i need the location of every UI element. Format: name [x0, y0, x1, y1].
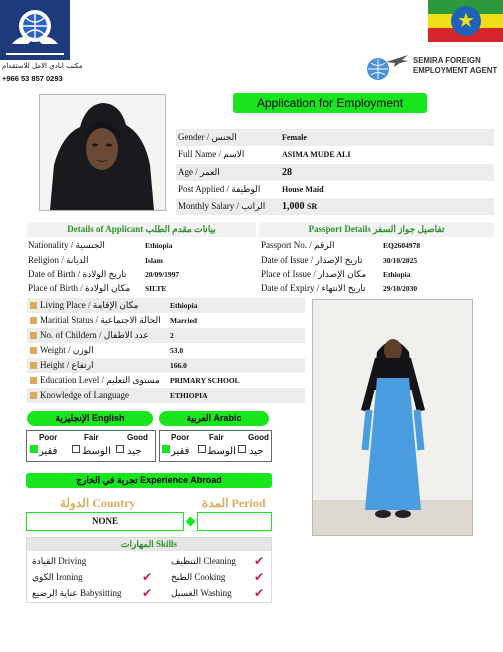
age-value: 28: [282, 167, 292, 178]
weight-row: [27, 343, 305, 358]
dob-value: 20/09/1997: [145, 270, 180, 279]
babysitting-check-icon: ✔: [142, 586, 153, 600]
gender-label: Gender / الجنس: [178, 132, 237, 142]
applicant-full-body-photo: [312, 299, 473, 536]
english-level-good[interactable]: Good جيد: [115, 431, 155, 461]
skill-cooking: الطبخ Cooking: [171, 572, 226, 582]
salary-amount: 1,000: [282, 201, 305, 212]
expiry-value: 29/10/2030: [383, 284, 418, 293]
marital-status-row: [27, 313, 305, 328]
religion-value: Islam: [145, 256, 163, 265]
language-knowledge-row: [27, 388, 305, 403]
skill-washing: الغسيل Washing: [171, 588, 232, 598]
weight-value: 53.0: [170, 346, 184, 355]
experience-period-value: [197, 512, 272, 531]
issue-date-value: 30/10/2025: [383, 256, 418, 265]
page-title: Application for Employment: [233, 93, 427, 113]
arabic-level-good[interactable]: Good جيد: [237, 431, 271, 461]
skill-ironing: الكوي Ironing: [32, 572, 83, 582]
experience-country-value: NONE: [26, 512, 184, 531]
applicant-section-header: Details of Applicant بيانات مقدم الطلب: [27, 222, 256, 237]
pob-label: Place of Birth / مكان الولادة: [28, 283, 131, 293]
nationality-label: Nationality / الجنسية: [28, 240, 105, 250]
children-label: No. of Childern / عدد الاطفال: [40, 330, 149, 340]
passport-no-label: Passport No. / الرقم: [261, 240, 335, 250]
english-good-checkbox[interactable]: [116, 445, 124, 453]
english-level-poor[interactable]: Poor فقير: [29, 431, 69, 461]
diamond-icon: [186, 517, 196, 527]
issue-date-label: Date of Issue / تاريخ الإصدار: [261, 255, 363, 265]
religion-label: Religion / الديانة: [28, 255, 89, 265]
age-row: [176, 164, 494, 181]
gender-row: [176, 129, 494, 146]
experience-period-header: المدة Period: [202, 496, 266, 510]
skill-cleaning: التنظيف Cleaning: [171, 556, 236, 566]
name-label: Full Name / الاسم: [178, 149, 245, 159]
agency-logo-icon: [0, 0, 70, 60]
bullet-icon: [30, 377, 37, 384]
salary-label: Monthly Salary / الراتب: [178, 201, 266, 211]
arabic-poor-checkbox[interactable]: [162, 445, 170, 453]
language-knowledge-value: ETHIOPIA: [170, 391, 208, 400]
age-label: Age / العمر: [178, 167, 220, 177]
height-value: 166.0: [170, 361, 187, 370]
agency-phone: +966 53 857 0293: [2, 74, 63, 83]
children-row: [27, 328, 305, 343]
arabic-good-checkbox[interactable]: [238, 445, 246, 453]
bullet-icon: [30, 332, 37, 339]
salary-value: [282, 198, 317, 215]
expiry-label: Date of Expiry / تاريخ الانتهاء: [261, 283, 366, 293]
cleaning-check-icon: ✔: [254, 554, 265, 568]
marital-status-value: Married: [170, 316, 198, 325]
post-value: House Maid: [282, 185, 324, 194]
passport-section-header: Passport Details تفاصيل جواز السفر: [259, 222, 494, 237]
salary-row: [176, 198, 494, 215]
weight-label: Weight / الوزن: [40, 345, 94, 355]
children-value: 2: [170, 331, 174, 340]
height-label: Height / ارتفاع: [40, 360, 94, 370]
education-label: Education Level / مستوى التعليم: [40, 375, 160, 385]
language-knowledge-label: Knowledge of Language: [40, 390, 129, 400]
washing-check-icon: ✔: [254, 586, 265, 600]
post-label: Post Applied / الوظيفة: [178, 184, 261, 194]
bullet-icon: [30, 392, 37, 399]
applicant-face-photo: [39, 94, 166, 211]
bullet-icon: [30, 302, 37, 309]
bullet-icon: [30, 347, 37, 354]
arabic-language-label: العربية Arabic: [159, 411, 269, 426]
education-value: PRIMARY SCHOOL: [170, 376, 240, 385]
gender-value: Female: [282, 133, 307, 142]
arabic-level-fair[interactable]: Fair الوسط: [197, 431, 237, 461]
arabic-fair-checkbox[interactable]: [198, 445, 206, 453]
issue-place-value: Ethiopia: [383, 270, 411, 279]
issue-place-label: Place of Issue / مكان الإصدار: [261, 269, 367, 279]
airplane-globe-icon: [358, 52, 410, 82]
agency-name-ar: مكتب ابادي الامل للاستقدام: [2, 62, 83, 70]
salary-unit: SR: [307, 202, 318, 211]
english-language-label: الإنجليزية English: [27, 411, 153, 426]
skill-driving: القيادة Driving: [32, 556, 87, 566]
skills-header: المهارات Skills: [27, 538, 271, 551]
ironing-check-icon: ✔: [142, 570, 153, 584]
bullet-icon: [30, 362, 37, 369]
dob-label: Date of Birth / تاريخ الولادة: [28, 269, 127, 279]
ethiopia-flag-icon: ★: [428, 0, 503, 42]
cooking-check-icon: ✔: [254, 570, 265, 584]
experience-abroad-header: تجربة في الخارج Experience Abroad: [26, 473, 272, 488]
living-place-label: Living Place / مكان الإقامة: [40, 300, 139, 310]
english-level-fair[interactable]: Fair الوسط: [71, 431, 115, 461]
skill-babysitting: عناية الرضيع Babysitting: [32, 588, 122, 598]
english-fair-checkbox[interactable]: [72, 445, 80, 453]
partner-agency-name: SEMIRA FOREIGN EMPLOYMENT AGENT: [413, 56, 498, 75]
post-row: [176, 181, 494, 198]
name-value: ASIMA MUDE ALI: [282, 150, 351, 159]
living-place-value: Ethiopia: [170, 301, 198, 310]
passport-no-value: EQ2604978: [383, 241, 421, 250]
experience-country-header: الدولة Country: [60, 496, 136, 510]
living-place-row: [27, 298, 305, 313]
english-level-box: [26, 430, 156, 462]
name-row: [176, 146, 494, 163]
height-row: [27, 358, 305, 373]
arabic-level-poor[interactable]: Poor فقير: [161, 431, 197, 461]
english-poor-checkbox[interactable]: [30, 445, 38, 453]
marital-status-label: Maritial Status / الحالة الاجتماعية: [40, 315, 161, 325]
nationality-value: Ethiopia: [145, 241, 173, 250]
arabic-level-box: [159, 430, 272, 462]
education-row: [27, 373, 305, 388]
pob-value: SILTE: [145, 284, 167, 293]
bullet-icon: [30, 317, 37, 324]
